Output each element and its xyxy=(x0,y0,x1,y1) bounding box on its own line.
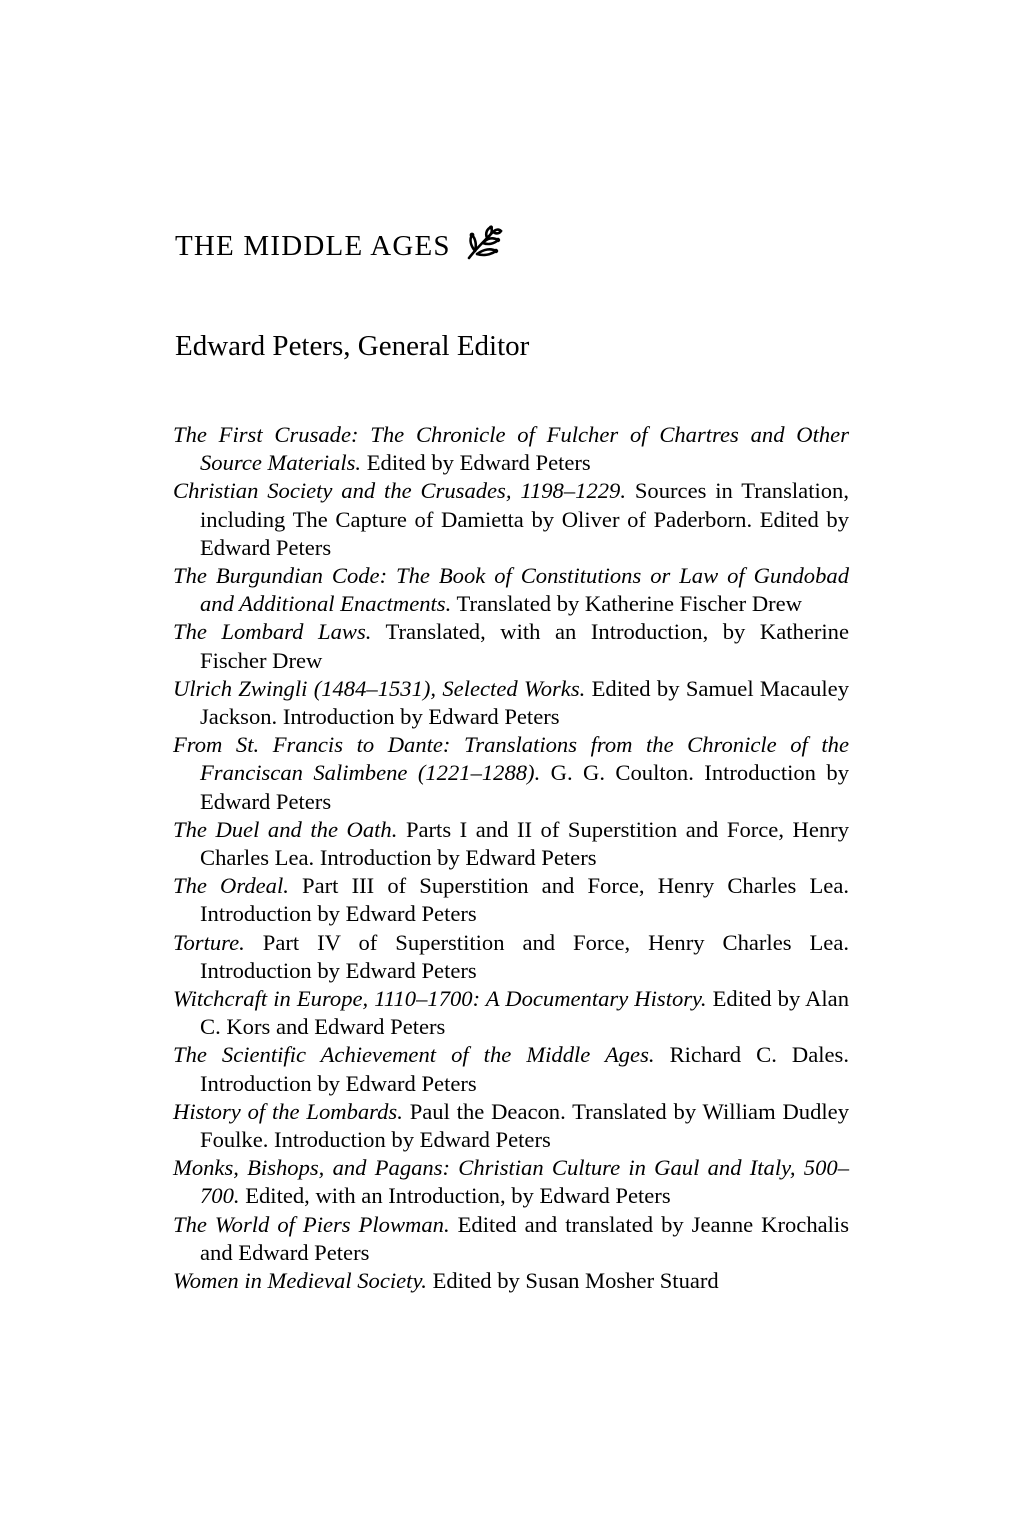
book-entry xyxy=(173,1154,849,1210)
book-entry xyxy=(173,421,849,477)
book-details: Edited by Susan Mosher Stuard xyxy=(432,1268,719,1294)
book-title: Christian Society and the Crusades, 1198–1229. xyxy=(173,478,626,504)
book-title: Ulrich Zwingli (1484–1531), Selected Works. xyxy=(173,675,586,701)
book-title: The Burgundian Code: The Book of Constitutions or Law of Gundobad and Additional Enactments. xyxy=(173,563,849,617)
book-entry xyxy=(173,618,849,674)
book-entry xyxy=(173,675,849,731)
book-title: The Duel and the Oath. xyxy=(173,816,398,842)
series-title-text: THE MIDDLE AGES xyxy=(175,230,451,262)
book-details: Translated by Katherine Fischer Drew xyxy=(456,591,802,617)
book-details: Richard C. Dales. Introduction by Edward Peters xyxy=(200,1042,849,1096)
book-details: Edited, with an Introduction, by Edward Peters xyxy=(245,1183,671,1209)
book-details: Part III of Superstition and Force, Henry Charles Lea. Introduction by Edward Peters xyxy=(200,873,850,927)
fleuron-icon xyxy=(463,224,503,262)
book-details: Parts I and II of Superstition and Force, Henry Charles Lea. Introduction by Edward Peters xyxy=(200,816,849,871)
book-title: Women in Medieval Society. xyxy=(173,1268,427,1294)
book-title: The World of Piers Plowman. xyxy=(173,1211,450,1237)
book-entry xyxy=(173,929,849,985)
book-entry xyxy=(173,477,849,562)
book-details: Paul the Deacon. Translated by William Dudley Foulke. Introduction by Edward Peters xyxy=(200,1098,849,1153)
book-entry xyxy=(173,1267,849,1295)
book-entry xyxy=(173,985,849,1041)
book-entry xyxy=(173,816,849,872)
book-entry xyxy=(173,562,849,618)
book-title: Witchcraft in Europe, 1110–1700: A Documentary History. xyxy=(173,986,707,1012)
book-details: G. G. Coulton. Introduction by Edward Peters xyxy=(200,760,849,814)
book-details: Edited by Samuel Macauley Jackson. Introduction by Edward Peters xyxy=(200,675,849,730)
book-title: The Scientific Achievement of the Middle Ages. xyxy=(173,1042,655,1068)
book-title: Monks, Bishops, and Pagans: Christian Culture in Gaul and Italy, 500–700. xyxy=(173,1155,849,1209)
book-details: Edited by Alan C. Kors and Edward Peters xyxy=(200,986,849,1040)
book-entry xyxy=(173,872,849,928)
book-entry xyxy=(173,1041,849,1097)
book-title: From St. Francis to Dante: Translations from the Chronicle of the Franciscan Salimbene (1221–1288). xyxy=(173,732,849,786)
book-details: Edited and translated by Jeanne Krochalis and Edward Peters xyxy=(200,1211,849,1265)
book-title: Torture. xyxy=(173,929,245,955)
book-list xyxy=(173,421,849,1295)
book-entry xyxy=(173,1098,849,1154)
book-entry xyxy=(173,1211,849,1267)
book-title: The Ordeal. xyxy=(173,873,289,899)
book-details: Sources in Translation, including The Capture of Damietta by Oliver of Paderborn. Edited by Edward Peters xyxy=(200,478,849,560)
general-editor: Edward Peters, General Editor xyxy=(175,330,530,362)
series-title xyxy=(175,230,503,263)
book-details: Edited by Edward Peters xyxy=(366,450,591,476)
book-title: History of the Lombards. xyxy=(173,1098,403,1124)
book-title: The Lombard Laws. xyxy=(173,619,372,645)
book-details: Translated, with an Introduction, by Katherine Fischer Drew xyxy=(200,619,849,673)
book-title: The First Crusade: The Chronicle of Fulcher of Chartres and Other Source Materials. xyxy=(173,422,849,476)
book-entry xyxy=(173,731,849,816)
book-details: Part IV of Superstition and Force, Henry Charles Lea. Introduction by Edward Peters xyxy=(200,929,849,983)
